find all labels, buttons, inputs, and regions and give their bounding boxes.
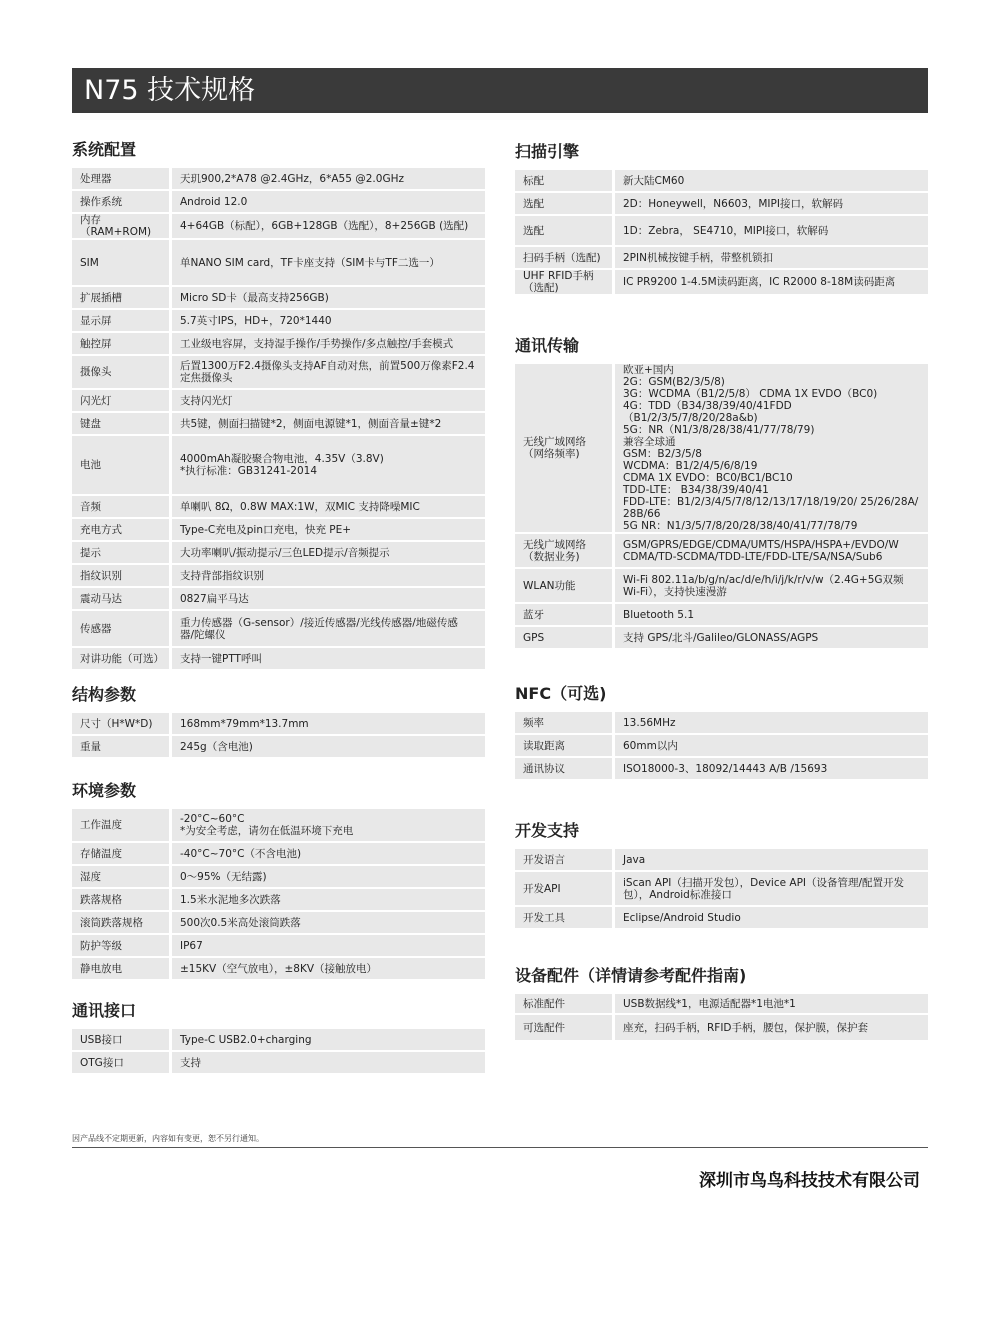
spec-row <box>72 191 485 212</box>
spec-row <box>72 935 485 956</box>
spec-key: 存储温度 <box>72 843 172 864</box>
spec-value: -40°C~70°C（不含电池) <box>172 843 485 864</box>
spec-key: 显示屏 <box>72 310 172 331</box>
spec-value: ISO18000-3、18092/14443 A/B /15693 <box>615 758 928 779</box>
spec-row <box>72 436 485 494</box>
spec-row <box>72 958 485 979</box>
spec-section <box>72 685 485 759</box>
spec-value: 座充，扫码手柄，RFID手柄，腰包，保护膜，保护套 <box>615 1015 928 1040</box>
spec-value: 天玑900,2*A78 @2.4GHz，6*A55 @2.0GHz <box>172 168 485 189</box>
spec-row <box>72 713 485 734</box>
spec-key: 开发工具 <box>515 907 615 928</box>
spec-key: 提示 <box>72 542 172 563</box>
spec-value: 后置1300万F2.4摄像头支持AF自动对焦，前置500万像素F2.4 定焦摄像头 <box>172 356 485 388</box>
spec-value: 支持背部指纹识别 <box>172 565 485 586</box>
spec-row <box>515 247 928 268</box>
spec-value: IC PR9200 1-4.5M读码距离，IC R2000 8-18M读码距离 <box>615 270 928 294</box>
spec-row <box>515 758 928 779</box>
spec-row <box>515 604 928 625</box>
spec-table <box>515 362 928 650</box>
spec-row <box>72 843 485 864</box>
spec-key: 静电放电 <box>72 958 172 979</box>
spec-row <box>72 866 485 887</box>
spec-value: 支持一键PTT呼叫 <box>172 648 485 669</box>
spec-key: 选配 <box>515 193 615 214</box>
spec-section <box>72 1001 485 1075</box>
spec-key: 扩展插槽 <box>72 287 172 308</box>
spec-table <box>72 166 485 671</box>
spec-row <box>515 270 928 294</box>
spec-row <box>515 627 928 648</box>
spec-key: 无线广域网络 （网络频率) <box>515 364 615 532</box>
footnote: 因产品线不定期更新，内容如有变更，恕不另行通知。 <box>72 1134 264 1143</box>
spec-value: 500次0.5米高处滚筒跌落 <box>172 912 485 933</box>
section-title: 环境参数 <box>72 781 137 800</box>
spec-row <box>72 1029 485 1050</box>
spec-section <box>515 966 928 1042</box>
spec-key: 尺寸（H*W*D) <box>72 713 172 734</box>
section-title: 通讯传输 <box>515 336 580 355</box>
spec-value: 5.7英寸IPS，HD+，720*1440 <box>172 310 485 331</box>
spec-value: Type-C USB2.0+charging <box>172 1029 485 1050</box>
spec-section <box>515 821 928 930</box>
spec-key: UHF RFID手柄（选配) <box>515 270 615 294</box>
spec-value: 1.5米水泥地多次跌落 <box>172 889 485 910</box>
spec-value: Wi-Fi 802.11a/b/g/n/ac/d/e/h/i/j/k/r/v/w（2.4G+5G双频 Wi-Fi），支持快速漫游 <box>615 569 928 602</box>
spec-key: 传感器 <box>72 611 172 646</box>
spec-section <box>72 140 485 671</box>
spec-table <box>72 711 485 759</box>
page-title: N75 技术规格 <box>72 68 928 113</box>
spec-value: 13.56MHz <box>615 712 928 733</box>
spec-value: Android 12.0 <box>172 191 485 212</box>
spec-value: 工业级电容屏，支持湿手操作/手势操作/多点触控/手套模式 <box>172 333 485 354</box>
spec-key: 工作温度 <box>72 809 172 841</box>
spec-table <box>515 168 928 296</box>
spec-table <box>515 992 928 1042</box>
spec-key: 湿度 <box>72 866 172 887</box>
spec-key: 音频 <box>72 496 172 517</box>
spec-row <box>72 648 485 669</box>
spec-value: 单喇叭 8Ω，0.8W MAX:1W，双MIC 支持降噪MIC <box>172 496 485 517</box>
spec-value: -20°C~60°C *为安全考虑，请勿在低温环境下充电 <box>172 809 485 841</box>
spec-key: 频率 <box>515 712 615 733</box>
spec-row <box>72 565 485 586</box>
spec-row <box>72 356 485 388</box>
spec-key: 键盘 <box>72 413 172 434</box>
spec-value: IP67 <box>172 935 485 956</box>
section-title: NFC（可选) <box>515 684 607 703</box>
section-title: 开发支持 <box>515 821 580 840</box>
right-column <box>515 142 928 1042</box>
spec-row <box>515 216 928 245</box>
section-title: 设备配件（详情请参考配件指南) <box>515 966 747 985</box>
spec-row <box>515 193 928 214</box>
spec-value: 60mm以内 <box>615 735 928 756</box>
spec-key: 可选配件 <box>515 1015 615 1040</box>
spec-value: 支持 GPS/北斗/Galileo/GLONASS/AGPS <box>615 627 928 648</box>
spec-key: 对讲功能（可选） <box>72 648 172 669</box>
spec-value: iScan API（扫描开发包），Device API（设备管理/配置开发 包），Android标准接口 <box>615 872 928 905</box>
spec-row <box>72 611 485 646</box>
spec-value: 新大陆CM60 <box>615 170 928 191</box>
spec-key: GPS <box>515 627 615 648</box>
spec-row <box>515 907 928 928</box>
spec-key: 开发语言 <box>515 849 615 870</box>
spec-key: SIM <box>72 240 172 285</box>
spec-value: 4+64GB（标配），6GB+128GB（选配），8+256GB (选配) <box>172 214 485 238</box>
spec-value: 0～95%（无结露) <box>172 866 485 887</box>
spec-value: 共5键，侧面扫描键*2，侧面电源键*1，侧面音量±键*2 <box>172 413 485 434</box>
spec-table <box>515 847 928 930</box>
spec-key: 滚筒跌落规格 <box>72 912 172 933</box>
spec-value: Java <box>615 849 928 870</box>
spec-key: 无线广域网络 （数据业务) <box>515 534 615 567</box>
spec-row <box>515 569 928 602</box>
spec-row <box>72 519 485 540</box>
spec-key: 蓝牙 <box>515 604 615 625</box>
spec-key: 摄像头 <box>72 356 172 388</box>
spec-row <box>515 872 928 905</box>
spec-key: 选配 <box>515 216 615 245</box>
spec-row <box>515 994 928 1013</box>
spec-row <box>72 809 485 841</box>
section-title: 通讯接口 <box>72 1001 137 1020</box>
spec-value: 168mm*79mm*13.7mm <box>172 713 485 734</box>
spec-value: Bluetooth 5.1 <box>615 604 928 625</box>
spec-value: 大功率喇叭/振动提示/三色LED提示/音频提示 <box>172 542 485 563</box>
spec-row <box>515 364 928 532</box>
spec-row <box>515 1015 928 1040</box>
spec-row <box>72 214 485 238</box>
spec-table <box>515 710 928 781</box>
spec-row <box>72 287 485 308</box>
spec-row <box>72 333 485 354</box>
spec-key: WLAN功能 <box>515 569 615 602</box>
spec-section <box>515 684 928 781</box>
spec-value: 单NANO SIM card，TF卡座支持（SIM卡与TF二选一） <box>172 240 485 285</box>
spec-row <box>515 712 928 733</box>
spec-row <box>72 496 485 517</box>
spec-row <box>72 240 485 285</box>
spec-row <box>72 588 485 609</box>
left-column <box>72 140 485 1075</box>
spec-key: 触控屏 <box>72 333 172 354</box>
spec-value: 2D：Honeywell，N6603，MIPI接口，软解码 <box>615 193 928 214</box>
company-name: 深圳市鸟鸟科技技术有限公司 <box>699 1171 920 1191</box>
spec-key: 扫码手柄（选配) <box>515 247 615 268</box>
spec-section <box>72 781 485 981</box>
section-title: 扫描引擎 <box>515 142 580 161</box>
divider <box>72 1147 928 1148</box>
spec-value: ±15KV（空气放电），±8KV（接触放电） <box>172 958 485 979</box>
section-title: 系统配置 <box>72 140 137 159</box>
spec-key: 标准配件 <box>515 994 615 1013</box>
spec-value: 1D：Zebra， SE4710，MIPI接口，软解码 <box>615 216 928 245</box>
spec-section <box>515 336 928 650</box>
spec-row <box>72 390 485 411</box>
spec-table <box>72 807 485 981</box>
spec-value: GSM/GPRS/EDGE/CDMA/UMTS/HSPA/HSPA+/EVDO/W CDMA/TD-SCDMA/TDD-LTE/FDD-LTE/SA/NSA/Sub6 <box>615 534 928 567</box>
spec-key: 重量 <box>72 736 172 757</box>
spec-row <box>515 735 928 756</box>
spec-key: 操作系统 <box>72 191 172 212</box>
spec-value: 245g（含电池) <box>172 736 485 757</box>
spec-row <box>515 170 928 191</box>
spec-row <box>72 912 485 933</box>
spec-value: 支持闪光灯 <box>172 390 485 411</box>
spec-value: Eclipse/Android Studio <box>615 907 928 928</box>
spec-row <box>72 1052 485 1073</box>
spec-key: 闪光灯 <box>72 390 172 411</box>
spec-row <box>72 542 485 563</box>
spec-key: 指纹识别 <box>72 565 172 586</box>
spec-key: 内存（RAM+ROM) <box>72 214 172 238</box>
spec-key: 读取距离 <box>515 735 615 756</box>
spec-key: USB接口 <box>72 1029 172 1050</box>
spec-row <box>72 168 485 189</box>
spec-key: 充电方式 <box>72 519 172 540</box>
spec-key: 跌落规格 <box>72 889 172 910</box>
spec-value: 支持 <box>172 1052 485 1073</box>
spec-key: 震动马达 <box>72 588 172 609</box>
spec-value: 4000mAh凝胶聚合物电池，4.35V（3.8V) *执行标准：GB31241-2014 <box>172 436 485 494</box>
spec-key: 电池 <box>72 436 172 494</box>
spec-key: 开发API <box>515 872 615 905</box>
spec-key: 标配 <box>515 170 615 191</box>
spec-value: USB数据线*1，电源适配器*1电池*1 <box>615 994 928 1013</box>
spec-value: 2PIN机械按键手柄，带整机锁扣 <box>615 247 928 268</box>
spec-key: 防护等级 <box>72 935 172 956</box>
spec-value: Type-C充电及pin口充电，快充 PE+ <box>172 519 485 540</box>
spec-row <box>72 889 485 910</box>
spec-section <box>515 142 928 296</box>
spec-row <box>515 534 928 567</box>
spec-value: 欧亚+国内 2G：GSM(B2/3/5/8) 3G：WCDMA（B1/2/5/8） CDMA 1X EVDO（BC0) 4G：TDD（B34/38/39/40/41FDD（B1/2/3/5/7/8/20/28a&b) 5G：NR（N1/3/8/28/38/41/77/78/79) 兼容全球通 GSM：B2/3/5/8 WCDMA：B1/2/4/5/6/8/19 CDMA 1X EVDO：BC0/BC1/BC10 TDD-LTE： B34/38/39/40/41 FDD-LTE：B1/2/3/4/5/7/8/12/13/17/18/19/20/ 25/26/28A/ 28B/66 5G NR：N1/3/5/7/8/20/28/38/40/41/77/78/79 <box>615 364 928 532</box>
spec-key: 处理器 <box>72 168 172 189</box>
spec-table <box>72 1027 485 1075</box>
spec-row <box>72 736 485 757</box>
spec-key: OTG接口 <box>72 1052 172 1073</box>
spec-row <box>515 849 928 870</box>
spec-value: 0827扁平马达 <box>172 588 485 609</box>
spec-row <box>72 413 485 434</box>
spec-value: Micro SD卡（最高支持256GB) <box>172 287 485 308</box>
spec-key: 通讯协议 <box>515 758 615 779</box>
spec-row <box>72 310 485 331</box>
section-title: 结构参数 <box>72 685 137 704</box>
spec-value: 重力传感器（G-sensor）/接近传感器/光线传感器/地磁传感 器/陀螺仪 <box>172 611 485 646</box>
